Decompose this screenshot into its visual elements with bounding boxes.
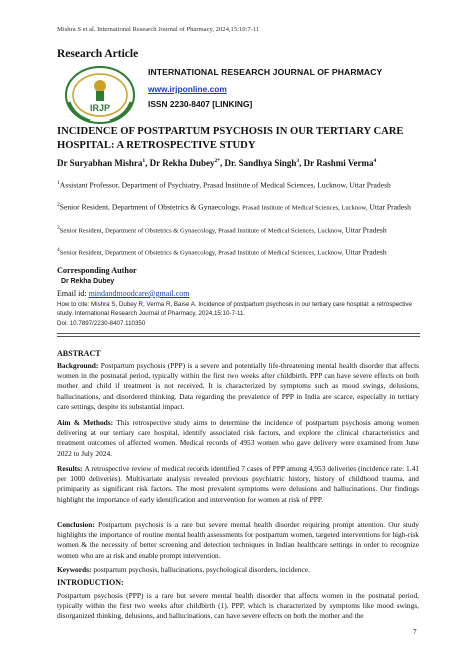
affiliation-2: $^2$Senior Resident, Department of Obstetrics & Gynaecology, Prasad Institute of Medical Sciences, Lucknow, Uttar Pradesh xyxy=(57,202,411,212)
logo-wreath xyxy=(66,67,134,123)
divider xyxy=(57,336,420,337)
journal-issn: ISSN 2230-8407 [LINKING] xyxy=(148,99,253,109)
author-name: Dr Rashmi Verma xyxy=(303,158,374,168)
article-type: Research Article xyxy=(57,48,139,60)
paper-title-line-2: HOSPITAL: A RETROSPECTIVE STUDY xyxy=(57,140,256,151)
abstract-keywords: Keywords: postpartum psychosis, hallucinations, psychological disorders, incidence. xyxy=(57,565,310,574)
corresponding-author-heading: Corresponding Author xyxy=(57,266,137,275)
doi: Doi: 10.7897/2230-8407.110350 xyxy=(57,319,146,327)
introduction-text: Postpartum psychosis (PPP) is a rare but severe mental health disorder that affects women in the postnatal period, typically within the first two weeks after childbirth (1). PPP, which is characterized by symptoms like mood swings, disorganized thinking, delusions, and hallucinations, can have severe effects on both the mother and the xyxy=(57,591,419,621)
author-name: Dr Suryabhan Mishra xyxy=(57,158,143,168)
citation-block xyxy=(57,300,417,328)
page-number: 7 xyxy=(413,628,417,636)
paper-title xyxy=(57,125,427,153)
running-header: Mishra S et al. International Research Journal of Pharmacy, 2024,15:10:7-11 xyxy=(57,26,260,33)
author-list: Dr Suryabhan Mishra$^1$, Dr Rekha Dubey$^{2*}$, Dr. Sandhya Singh$^3$, Dr Rashmi Verma$^4$ xyxy=(57,158,377,168)
author-sup: 2* xyxy=(214,158,220,164)
divider xyxy=(57,333,420,334)
paper-title-line-1: INCIDENCE OF POSTPARTUM PSYCHOSIS IN OUR TERTIARY CARE xyxy=(57,126,404,137)
introduction-heading: INTRODUCTION: xyxy=(57,578,124,587)
abstract-heading: ABSTRACT xyxy=(57,349,101,358)
abstract-aim-methods: Aim & Methods: This retrospective study aims to determine the incidence of postpartum psychosis among women delivering at our tertiary care hospital, identify associated risk factors, and explore the clinical characteristics and treatment outcomes of affected women. Medical records of 4953 women who gave delivery were examined from June 2022 to July 2024. xyxy=(57,418,420,458)
author-sup: 3 xyxy=(296,158,300,164)
logo-text: IRJP xyxy=(89,103,111,113)
abstract-conclusion: Conclusion: Postpartum psychosis is a rare but severe mental health disorder requiring prompt attention. Our study highlights the importance of routine mental health assessments for postpartum women, targeted interventions for high-risk women & the necessity of better screening and detection techniques in Indian healthcare settings in order to recognize women who are at risk and enable prompt intervention. xyxy=(57,520,419,560)
author-name: Dr. Sandhya Singh xyxy=(224,158,297,168)
author-name: Dr Rekha Dubey xyxy=(149,158,215,168)
email-link[interactable]: mindandmoodcare@gmail.com xyxy=(88,289,190,298)
email-label: Email id: xyxy=(57,289,89,298)
abstract-background: Background: Postpartum psychosis (PPP) is a severe and potentially life-threatening mental health disorder that affects women in the postnatal period, typically within the first two weeks after childbirth. PPP can have severe effects on both mother and child if treatment is not received. It is characterized by symptoms such as mood swings, delusions, hallucinations, and disordered thinking. Data regarding the prevalence of PPP in India are scarce, especially in tertiary care settings, despite its substantial impact. xyxy=(57,361,419,411)
affiliation-3: $^3$Senior Resident, Department of Obstetrics & Gynaecology, Prasad Institute of Medical Sciences, Lucknow, Uttar Pradesh xyxy=(57,225,387,235)
corresponding-author-name: Dr Rekha Dubey xyxy=(61,278,115,285)
how-to-cite: How to cite: Mishra S, Dubey R, Verma R, Baise A. Incidence of postpartum psychosis in our tertiary care hospital: a retrospective study. International Research Journal of Pharmacy, 2024,15:10-7-11. xyxy=(57,301,412,318)
affiliation-4: $^4$Senior Resident, Department of Obstetrics & Gynaecology, Prasad Institute of Medical Sciences, Lucknow, Uttar Pradesh xyxy=(57,247,387,257)
journal-website-link[interactable]: www.irjponline.com xyxy=(148,84,227,94)
author-sup: 4 xyxy=(373,158,377,164)
corresponding-email xyxy=(57,289,189,298)
abstract-results: Results: A retrospective review of medical records identified 7 cases of PPP among 4,953 deliveries (incidence rate: 1.41 per 1000 deliveries). Multivariate analysis revealed previous psychiatric history, history of childhood trauma, and primiparity as significant risk factors. The most prevalent symptoms were delusions and hallucinations. Our findings highlight the importance of early identification and intervention for women at risk of PPP. xyxy=(57,464,419,504)
affiliation-1: $^1$Assistant Professor, Department of Psychiatry, Prasad Institute of Medical Sciences, Lucknow, Uttar Pradesh xyxy=(57,180,391,190)
journal-name: INTERNATIONAL RESEARCH JOURNAL OF PHARMACY xyxy=(148,67,383,77)
journal-logo xyxy=(60,64,140,126)
author-sup: 1 xyxy=(142,158,146,164)
